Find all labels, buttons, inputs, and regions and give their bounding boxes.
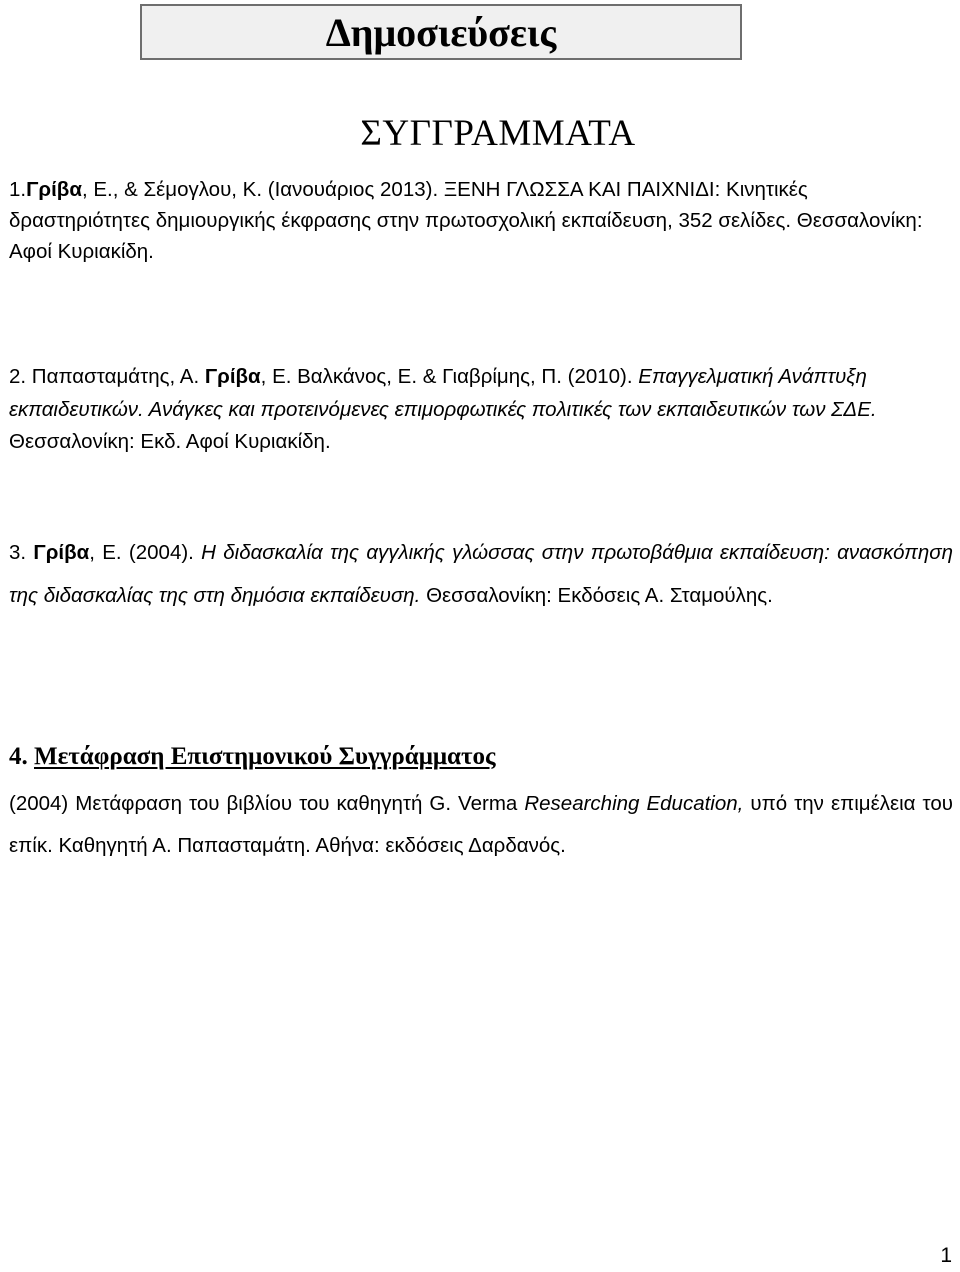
page-number: 1 <box>940 1244 952 1267</box>
publication-3-publisher: Θεσσαλονίκη: Εκδόσεις Α. Σταμούλης. <box>420 584 773 607</box>
publication-2-prefix: 2. Παπασταμάτης, Α. <box>9 365 205 388</box>
publication-4-heading <box>9 738 496 776</box>
publication-2-author: Γρίβα <box>204 365 261 388</box>
publication-4-text: (2004) Μετάφραση του βιβλίου του καθηγητή G. Verma <box>9 792 525 815</box>
publication-3-title: Η διδασκαλία της αγγλικής γλώσσας στην πρωτοβάθμια εκπαίδευση: ανασκόπηση της διδασκαλίας της στη δημόσια εκπαίδευση. <box>9 541 953 607</box>
section-heading: ΣΥΓΓΡΑΜΜΑΤΑ <box>360 113 636 154</box>
publication-1 <box>9 174 953 267</box>
publication-4 <box>9 783 953 866</box>
publication-3-number: 3. <box>9 541 34 564</box>
page-title-box <box>140 4 742 60</box>
publication-2-publisher: Θεσσαλονίκη: Εκδ. Αφοί Κυριακίδη. <box>9 430 331 453</box>
publication-3-text: , Ε. (2004). <box>89 541 202 564</box>
publication-1-author: Γρίβα <box>26 178 82 201</box>
publication-1-number: 1. <box>9 178 27 201</box>
page-title: Δημοσιεύσεις <box>325 10 557 55</box>
publication-3 <box>9 531 953 617</box>
publication-3-author: Γρίβα <box>33 541 90 564</box>
publication-4-heading-text: Μετάφραση Επιστημονικού Συγγράμματος <box>34 743 496 770</box>
publication-4-heading-number: 4. <box>9 743 34 770</box>
publication-2 <box>9 361 953 459</box>
publication-2-text: , Ε. Βαλκάνος, Ε. & Γιαβρίμης, Π. (2010). <box>260 365 639 388</box>
publication-4-title: Researching Education, <box>524 792 744 815</box>
publication-2-title: Επαγγελματική Ανάπτυξη εκπαιδευτικών. Ανάγκες και προτεινόμενες επιμορφωτικές πολιτικές των εκπαιδευτικών των ΣΔΕ. <box>9 365 877 421</box>
publication-4-editor: υπό την επιμέλεια του επίκ. Καθηγητή Α. Παπασταμάτη. Αθήνα: εκδόσεις Δαρδανός. <box>9 792 953 857</box>
publication-1-text: , Ε., & Σέμογλου, Κ. (Ιανουάριος 2013). ΞΕΝΗ ΓΛΩΣΣΑ ΚΑΙ ΠΑΙΧΝΙΔΙ: Κινητικές δραστηριότητες δημιουργικής έκφρασης στην πρωτοσχολική εκπαίδευση, 352 σελίδες. Θεσσαλονίκη: Αφοί Κυριακίδη. <box>9 178 923 263</box>
